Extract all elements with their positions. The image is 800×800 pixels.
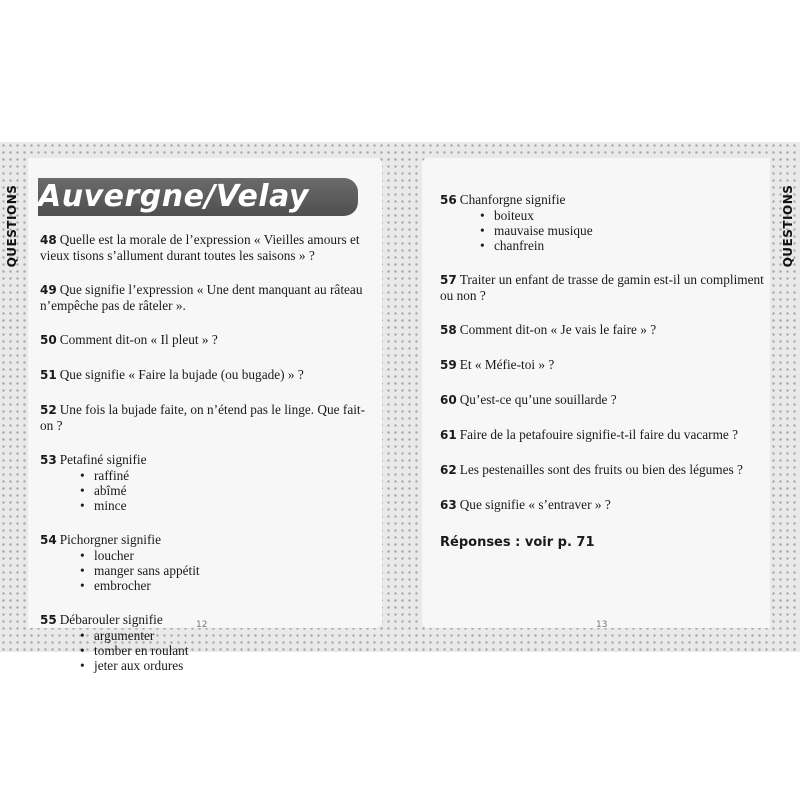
question-number: 56 [440, 193, 457, 207]
question-text: Et « Méfie-toi » ? [459, 357, 555, 372]
question-text: Une fois la bujade faite, on n’étend pas le linge. Que fait-on ? [40, 402, 366, 433]
answers-reference: Réponses : voir p. 71 [440, 535, 595, 550]
side-tab-right-label: QUESTIONS [781, 184, 795, 268]
question-item [440, 427, 770, 443]
answer-option: • loucher [80, 548, 370, 563]
question-text: Comment dit-on « Je vais le faire » ? [459, 322, 657, 337]
question-line [40, 367, 370, 383]
question-number: 60 [440, 393, 457, 407]
question-text: Les pestenailles sont des fruits ou bien des légumes ? [459, 462, 743, 477]
question-number: 50 [40, 333, 57, 347]
question-text: Quelle est la morale de l’expression « Vieilles amours et vieux tisons s’allument durant toutes les saisons » ? [40, 232, 360, 263]
section-banner [38, 178, 358, 216]
question-line [40, 532, 370, 548]
question-item [40, 452, 370, 513]
answer-options [40, 468, 370, 513]
answer-option: • mauvaise musique [480, 223, 770, 238]
answer-options [40, 548, 370, 593]
question-text: Que signifie l’expression « Une dent manquant au râteau n’empêche pas de râteler ». [40, 282, 363, 313]
question-number: 61 [440, 428, 457, 442]
section-title: Auvergne/Velay [38, 179, 309, 214]
question-text: Chanforgne signifie [459, 192, 566, 207]
question-line [440, 357, 770, 373]
answer-option: • manger sans appétit [80, 563, 370, 578]
question-number: 57 [440, 273, 457, 287]
question-number: 53 [40, 453, 57, 467]
answer-option: • raffiné [80, 468, 370, 483]
question-text: Pichorgner signifie [59, 532, 162, 547]
question-number: 62 [440, 463, 457, 477]
answer-option: • mince [80, 498, 370, 513]
answer-option: • abîmé [80, 483, 370, 498]
question-line [440, 392, 770, 408]
side-tab-left-label: QUESTIONS [5, 184, 19, 268]
answer-option: • embrocher [80, 578, 370, 593]
question-item [440, 322, 770, 338]
question-item [40, 282, 370, 313]
question-number: 63 [440, 498, 457, 512]
question-line [440, 497, 770, 513]
question-number: 52 [40, 403, 57, 417]
question-item [440, 192, 770, 253]
question-number: 54 [40, 533, 57, 547]
question-number: 59 [440, 358, 457, 372]
page-number-left: 12 [196, 620, 208, 630]
question-line [440, 427, 770, 443]
question-line [440, 322, 770, 338]
answer-option: • tomber en roulant [80, 643, 370, 658]
question-line [440, 272, 770, 303]
right-question-column [440, 192, 770, 550]
question-number: 51 [40, 368, 57, 382]
answer-option: • boiteux [480, 208, 770, 223]
question-text: Que signifie « s’entraver » ? [459, 497, 611, 512]
question-number: 49 [40, 283, 57, 297]
question-text: Débarouler signifie [59, 612, 163, 627]
question-number: 55 [40, 613, 57, 627]
question-text: Traiter un enfant de trasse de gamin est-il un compliment ou non ? [440, 272, 764, 303]
side-tab-left [2, 186, 22, 266]
answer-option: • chanfrein [480, 238, 770, 253]
question-item [40, 367, 370, 383]
question-item [440, 272, 770, 303]
question-item [440, 357, 770, 373]
question-item [440, 497, 770, 513]
question-line [440, 462, 770, 478]
answer-options [440, 208, 770, 253]
answer-options [40, 628, 370, 673]
question-text: Qu’est-ce qu’une souillarde ? [459, 392, 617, 407]
answer-option: • argumenter [80, 628, 370, 643]
question-line [40, 332, 370, 348]
page-number-right: 13 [596, 620, 608, 630]
question-item [440, 392, 770, 408]
question-line [40, 402, 370, 433]
question-text: Comment dit-on « Il pleut » ? [59, 332, 218, 347]
question-line [40, 232, 370, 263]
side-tab-right [778, 186, 798, 266]
question-item [40, 232, 370, 263]
answer-option: • jeter aux ordures [80, 658, 370, 673]
right-question-list [440, 192, 770, 513]
question-line [440, 192, 770, 208]
question-text: Petafiné signifie [59, 452, 147, 467]
question-item [40, 402, 370, 433]
question-text: Que signifie « Faire la bujade (ou bugade) » ? [59, 367, 304, 382]
question-line [40, 452, 370, 468]
question-item [40, 332, 370, 348]
question-item [40, 532, 370, 593]
question-text: Faire de la petafouire signifie-t-il faire du vacarme ? [459, 427, 739, 442]
question-line [40, 282, 370, 313]
question-number: 48 [40, 233, 57, 247]
question-number: 58 [440, 323, 457, 337]
question-item [440, 462, 770, 478]
